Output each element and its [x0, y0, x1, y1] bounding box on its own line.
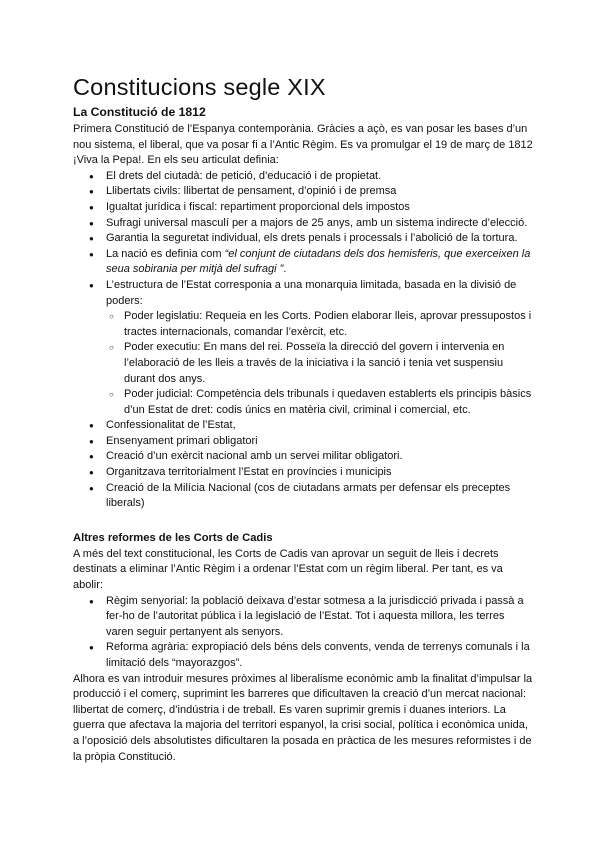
list-item: ● El drets del ciutadà: de petició, d’educació i de propietat. [73, 169, 533, 185]
list-item: ● Llibertats civils: llibertat de pensament, d’opinió i de premsa [73, 184, 533, 200]
list-item: ● Creació de la Milícia Nacional (cos de ciutadans armats per defensar els preceptes liberals) [73, 481, 533, 512]
nation-prefix: La nació es definia com [106, 247, 225, 260]
list-item: ● Confessionalitat de l’Estat, [73, 418, 533, 434]
list-item-structure [73, 278, 533, 418]
list-item: ● Ensenyament primari obligatori [73, 434, 533, 450]
list-item: ● Reforma agrària: expropiació dels béns dels convents, venda de terrenys comunals i la limitació dels “mayorazgos”. [73, 640, 533, 671]
rights-list [73, 169, 533, 512]
closing-paragraph: Alhora es van introduir mesures pròximes al liberalisme econòmic amb la finalitat d’impulsar la producció i el comerç, suprimint les barreres que dificultaven la creació d’un mercat nacional: llibertat de comerç, d’indústria i de treball. Es varen suprimir gremis i duanes interiors. La guerra que afectava la majoria del territori espanyol, la crisi social, política i econòmica unida, a l’oposició dels absolutistes dificultaren la posada en pràctica de les mesures reformistes i de la pròpia Constitució. [73, 672, 533, 763]
nation-suffix: . [283, 263, 287, 276]
abolished-list [73, 594, 533, 672]
page-title: Constitucions segle XIX [73, 74, 326, 100]
list-item: ● Creació d’un exèrcit nacional amb un servei militar obligatori. [73, 449, 533, 465]
section-heading-constitution-1812: La Constitució de 1812 [73, 105, 206, 119]
nation-quote: “el conjunt de ciutadans dels dos hemisferis, que exerceixen la seua sobirania per mitjà del sufragi ” [106, 247, 531, 276]
section-intro: A més del text constitucional, les Corts de Cadis van aprovar un seguit de lleis i decrets destinats a eliminar l’Antic Règim i a ordenar l’Estat com un règim liberal. Per tant, es va abolir: [73, 547, 503, 592]
list-item: ● Igualtat jurídica i fiscal: repartiment proporcional dels impostos [73, 200, 533, 216]
powers-list [73, 309, 533, 418]
power-item-executive: ○ Poder executiu: En mans del rei. Posseïa la direcció del govern i intervenia en l’elaboració de les lleis a través de la iniciativa i la sanció i tenia vet suspensiu durant dos anys. [73, 340, 533, 387]
list-item: ● Garantia la seguretat individual, els drets penals i processals i l’abolició de la tortura. [73, 231, 533, 247]
section-spacer [73, 512, 533, 531]
power-item-judicial: ○ Poder judicial: Competència dels tribunals i quedaven establerts els principis bàsics d’un Estat de dret: codis únics en matèria civil, criminal i comercial, etc. [73, 387, 533, 418]
section-heading-other-reforms: Altres reformes de les Corts de Cadis [73, 531, 273, 544]
section-intro: Primera Constitució de l’Espanya contemporània. Gràcies a açò, es van posar les bases d’un nou sistema, el liberal, que va posar fi a l’Antic Règim. Es va promulgar el 19 de març de 1812 ¡Viva la Pepa!. En els seu articulat definia: [73, 123, 533, 167]
power-item-legislative: ○ Poder legislatiu: Requeia en les Corts. Podien elaborar lleis, aprovar pressupostos i tractes internacionals, comandar l’exèrcit, etc. [73, 309, 533, 340]
list-item: ● Organitzava territorialment l’Estat en províncies i municipis [73, 465, 533, 481]
list-item-nation [73, 247, 533, 278]
list-item: ● Règim senyorial: la població deixava d’estar sotmesa a la jurisdicció privada i passà a fer-ho de l’autoritat pública i la legislació de l’Estat. Tot i aquesta millora, les terres varen seguir pertanyent als senyors. [73, 594, 533, 641]
list-item: ● Sufragi universal masculí per a majors de 25 anys, amb un sistema indirecte d’elecció. [73, 216, 533, 232]
structure-text: L’estructura de l’Estat corresponia a una monarquia limitada, basada en la divisió de poders: [106, 278, 517, 307]
document-page [73, 72, 533, 765]
